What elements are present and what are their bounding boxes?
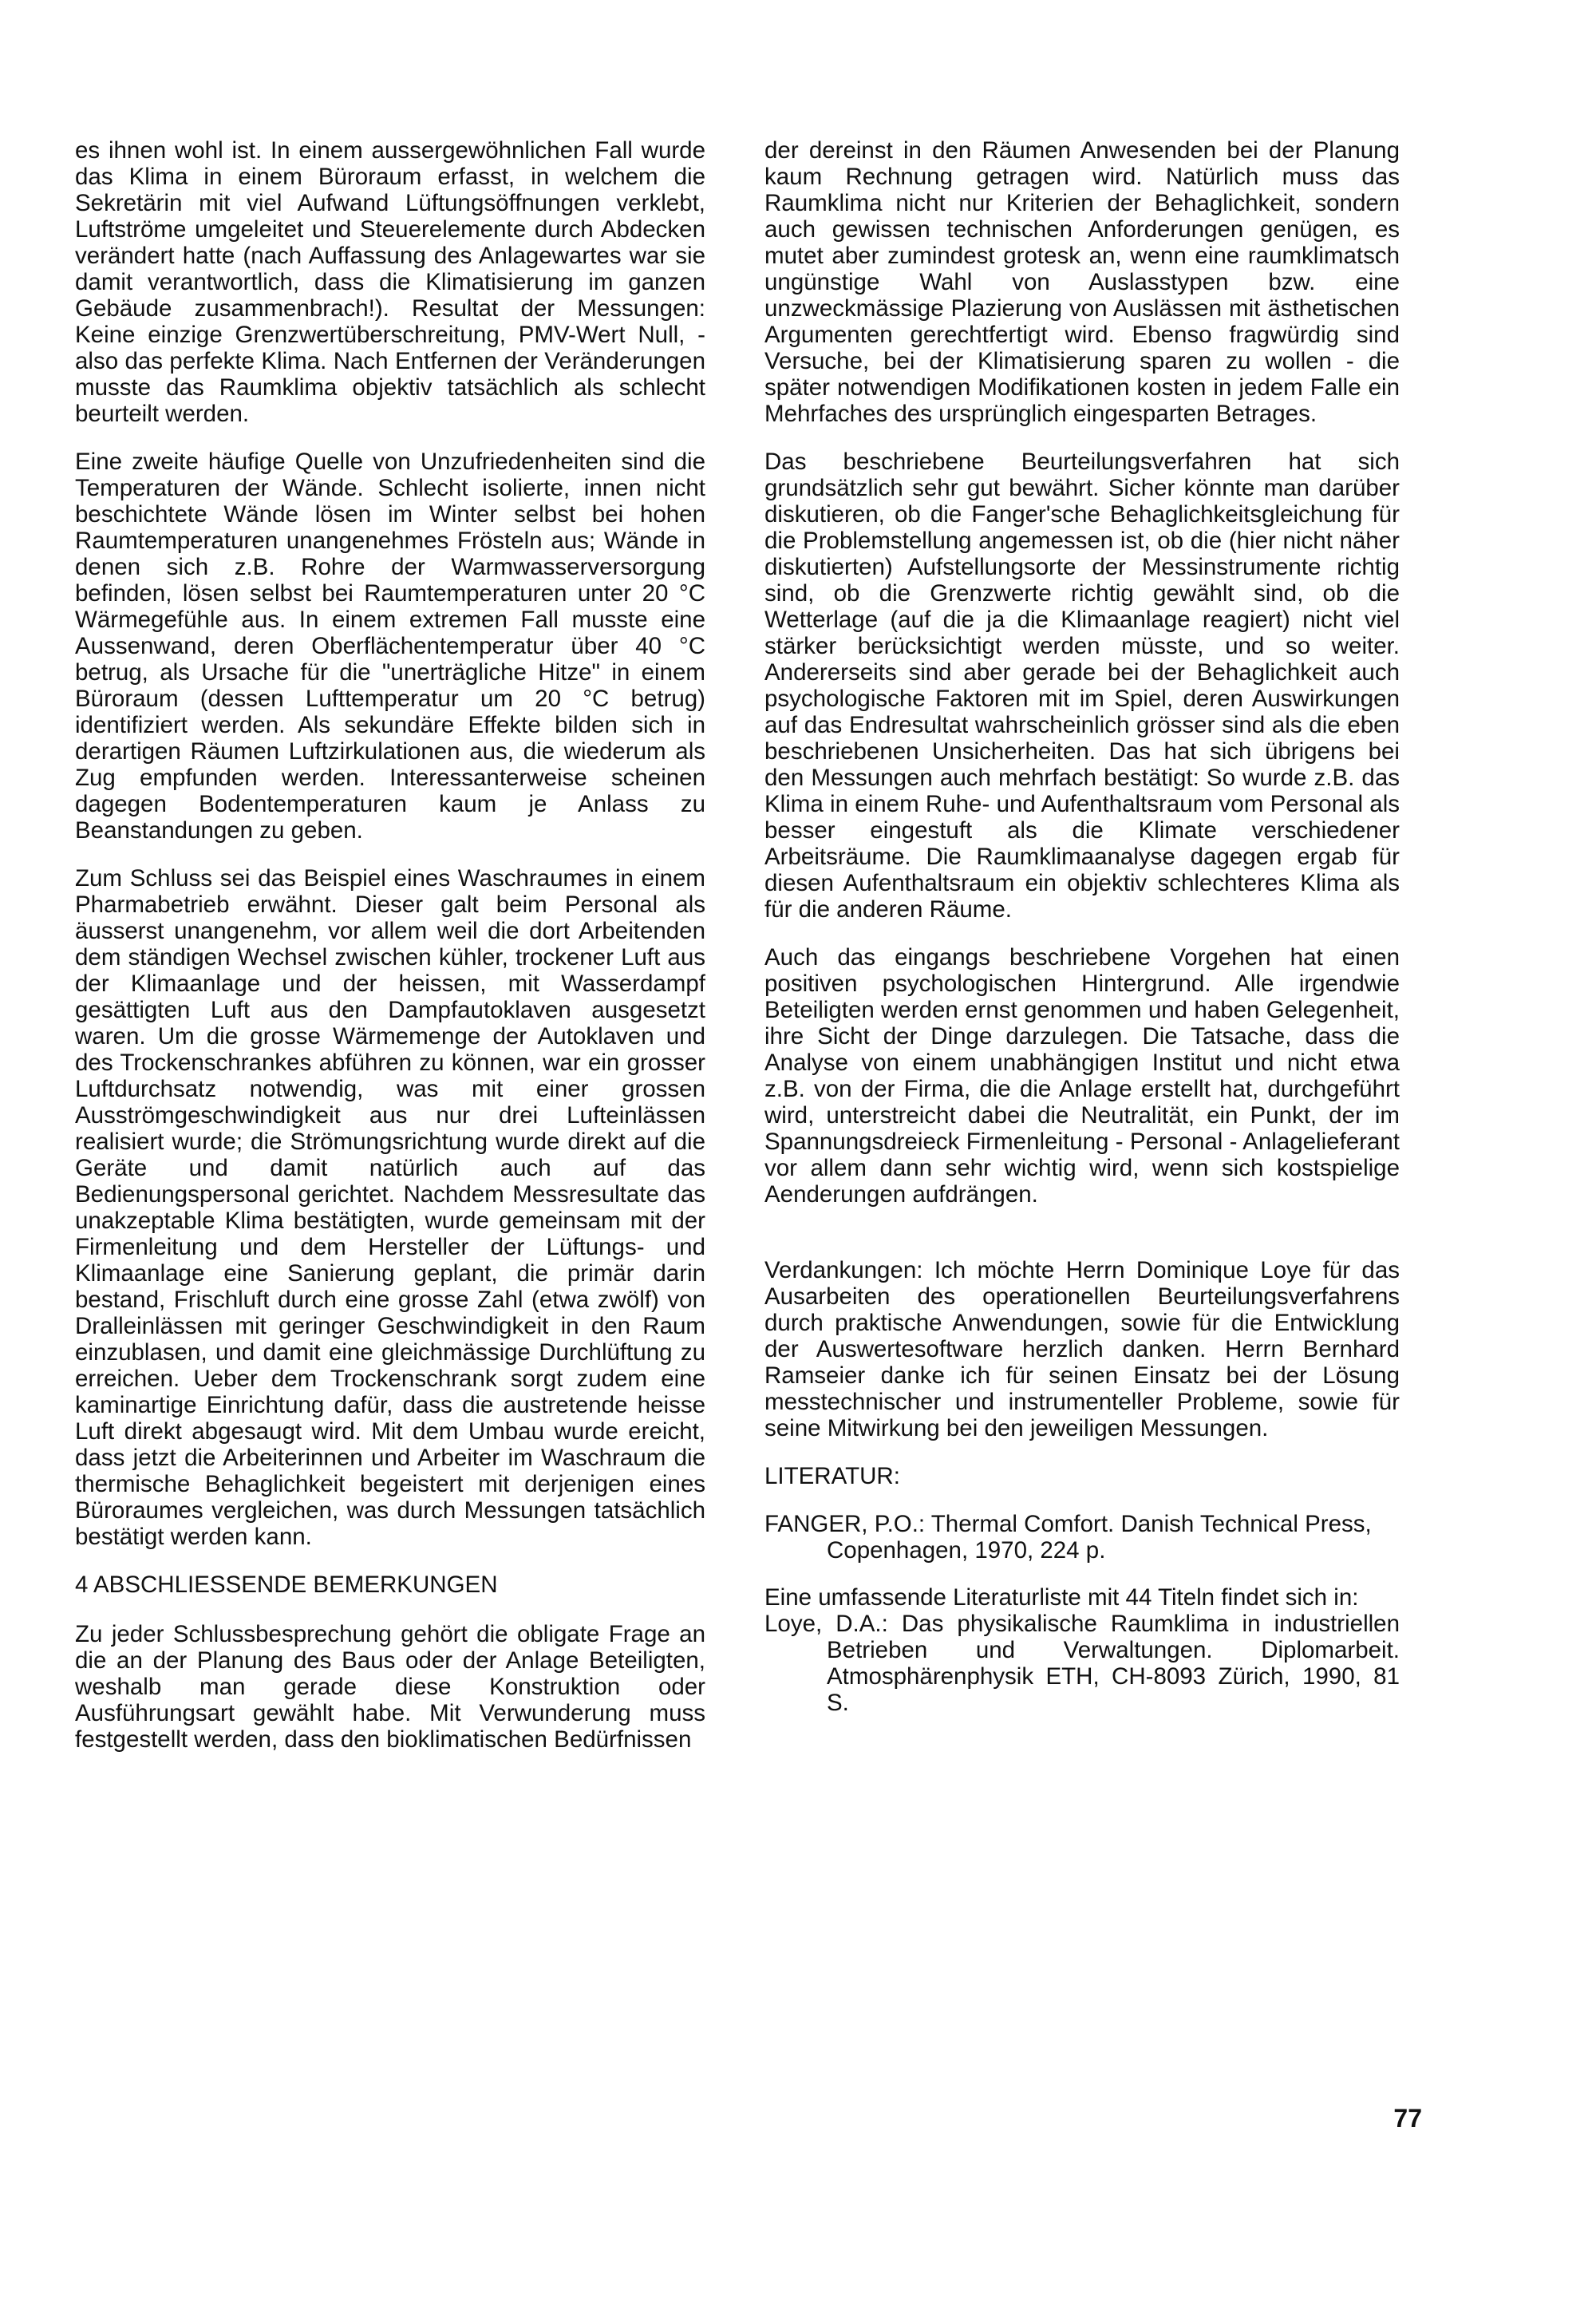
reference-loye: [764, 1584, 1400, 1716]
left-column: [75, 137, 705, 1774]
paragraph-washroom-example: Zum Schluss sei das Beispiel eines Waschraumes in einem Pharmabetrieb erwähnt. Dieser galt beim Personal als äusserst unangenehm, vor allem weil die dort Arbeitenden dem ständigen Wechsel zwischen kühler, trockener Luft aus der Klimaanlage und der heissen, mit Wasserdampf gesättigten Luft aus den Dampfautoklaven ausgesetzt waren. Um die grosse Wärmemenge der Autoklaven und des Trockenschrankes abführen zu können, war ein grosser Luftdurchsatz notwendig, was mit einer grossen Ausströmgeschwindigkeit aus nur drei Lufteinlässen realisiert wurde; die Strömungsrichtung wurde direkt auf die Geräte und damit natürlich auch auf das Bedienungspersonal gerichtet. Nachdem Messresultate das unakzeptable Klima bestätigten, wurde gemeinsam mit der Firmenleitung und dem Hersteller der Lüftungs- und Klimaanlage eine Sanierung geplant, die primär darin bestand, Frischluft durch eine grosse Zahl (etwa zwölf) von Dralleinlässen mit geringer Geschwindigkeit in den Raum einzublasen, und damit eine gleichmässige Durchlüftung zu erreichen. Ueber dem Trockenschrank sorgt zudem eine kaminartige Einrichtung dafür, dass die austretende heisse Luft direkt abgesaugt wird. Mit dem Umbau wurde ereicht, dass jetzt die Arbeiterinnen und Arbeiter im Waschraum die thermische Behaglichkeit begeistert mit derjenigen eines Büroraumes vergleichen, was durch Messungen tatsächlich bestätigt werden kann.: [75, 865, 705, 1550]
reference-fanger-line2: Copenhagen, 1970, 224 p.: [827, 1537, 1106, 1564]
page-number: 77: [1393, 2104, 1422, 2133]
reference-loye-entry: Loye, D.A.: Das physikalische Raumklima in industriellen Betrieben und Verwaltungen. Diplomarbeit. Atmosphärenphysik ETH, CH-8093 Zürich, 1990, 81 S.: [764, 1611, 1400, 1716]
paragraph-planning: der dereinst in den Räumen Anwesenden bei der Planung kaum Rechnung getragen wird. Natürlich muss das Raumklima nicht nur Kriterien der Behaglichkeit, sondern auch gewissen technischen Anforderungen genügen, es mutet aber zumindest grotesk an, wenn eine raumklimatsch ungünstige Wahl von Auslasstypen bzw. eine unzweckmässige Plazierung von Auslässen mit ästhetischen Argumenten gerechtfertigt wird. Ebenso fragwürdig sind Versuche, bei der Klimatisierung sparen zu wollen - die später notwendigen Modifikationen kosten in jedem Falle ein Mehrfaches des ursprünglich eingesparten Betrages.: [764, 137, 1400, 427]
reference-intro: Eine umfassende Literaturliste mit 44 Titeln findet sich in:: [764, 1584, 1359, 1611]
section-heading: 4 ABSCHLIESSENDE BEMERKUNGEN: [75, 1572, 498, 1598]
paragraph-final-remarks: Zu jeder Schlussbesprechung gehört die obligate Frage an die an der Planung des Baus oder der Anlage Beteiligten, weshalb man gerade diese Konstruktion oder Ausführungsart gewählt habe. Mit Verwunderung muss festgestellt werden, dass den bioklimatischen Bedürfnissen: [75, 1621, 705, 1753]
paragraph-wall-temperatures: Eine zweite häufige Quelle von Unzufriedenheiten sind die Temperaturen der Wände. Schlecht isolierte, innen nicht beschichtete Wände lösen im Winter selbst bei hohen Raumtemperaturen unangenehmes Frösteln aus; Wände in denen sich z.B. Rohre der Warmwasserversorgung befinden, lösen selbst bei Raumtemperaturen unter 20 °C Wärmegefühle aus. In einem extremen Fall musste eine Aussenwand, deren Oberflächentemperatur über 40 °C betrug, als Ursache für die "unerträgliche Hitze" in einem Büroraum (dessen Lufttemperatur um 20 °C betrug) identifiziert werden. Als sekundäre Effekte bilden sich in derartigen Räumen Luftzirkulationen aus, die wiederum als Zug empfunden werden. Interessanterweise scheinen dagegen Bodentemperaturen kaum je Anlass zu Beanstandungen zu geben.: [75, 449, 705, 844]
reference-fanger: [764, 1511, 1400, 1564]
paragraph-acknowledgements: Verdankungen: Ich möchte Herrn Dominique Loye für das Ausarbeiten des operationellen Beurteilungsverfahrens durch praktische Anwendungen, sowie für die Entwicklung der Auswertesoftware herzlich danken. Herrn Bernhard Ramseier danke ich für seinen Einsatz bei der Lösung messtechnischer und instrumenteller Probleme, sowie für seine Mitwirkung bei den jeweiligen Messungen.: [764, 1257, 1400, 1441]
reference-fanger-line1: FANGER, P.O.: Thermal Comfort. Danish Technical Press,: [764, 1511, 1372, 1537]
literature-heading: LITERATUR:: [764, 1463, 900, 1489]
paragraph-psychological-background: Auch das eingangs beschriebene Vorgehen hat einen positiven psychologischen Hintergrund. Alle irgendwie Beteiligten werden ernst genommen und haben Gelegenheit, ihre Sicht der Dinge darzulegen. Die Tatsache, dass die Analyse von einem unabhängigen Institut und nicht etwa z.B. von der Firma, die die Anlage erstellt hat, durchgeführt wird, unterstreicht dabei die Neutralität, ein Punkt, der im Spannungsdreieck Firmenleitung - Personal - Anlagelieferant vor allem dann sehr wichtig wird, wenn sich kostspielige Aenderungen aufdrängen.: [764, 944, 1400, 1208]
paragraph-office-climate: es ihnen wohl ist. In einem aussergewöhnlichen Fall wurde das Klima in einem Büroraum erfasst, in welchem die Sekretärin mit viel Aufwand Lüftungsöffnungen verklebt, Luftströme umgeleitet und Steuerelemente durch Abdecken verändert hatte (nach Auffassung des Anlagewartes war sie damit verantwortlich, dass die Klimatisierung im ganzen Gebäude zusammenbrach!). Resultat der Messungen: Keine einzige Grenzwertüberschreitung, PMV-Wert Null, - also das perfekte Klima. Nach Entfernen der Veränderungen musste das Raumklima objektiv tatsächlich als schlecht beurteilt werden.: [75, 137, 705, 427]
right-column: [764, 137, 1400, 1716]
paragraph-assessment-method: Das beschriebene Beurteilungsverfahren hat sich grundsätzlich sehr gut bewährt. Sicher könnte man darüber diskutieren, ob die Fanger'sche Behaglichkeitsgleichung für die Problemstellung angemessen ist, ob die (hier nicht näher diskutierten) Aufstellungsorte der Messinstrumente richtig sind, ob die Grenzwerte richtig gewählt sind, ob die Wetterlage (auf die ja die Klimaanlage reagiert) nicht viel stärker berücksichtigt werden müsste, und so weiter. Andererseits sind aber gerade bei der Behaglichkeit auch psychologische Faktoren mit im Spiel, deren Auswirkungen auf das Endresultat wahrscheinlich grösser sind als die eben beschriebenen Unsicherheiten. Das hat sich übrigens bei den Messungen auch mehrfach bestätigt: So wurde z.B. das Klima in einem Ruhe- und Aufenthaltsraum vom Personal als besser eingestuft als die Klimate verschiedener Arbeitsräume. Die Raumklimaanalyse dagegen ergab für diesen Aufenthaltsraum ein objektiv schlechteres Klima als für die anderen Räume.: [764, 449, 1400, 923]
